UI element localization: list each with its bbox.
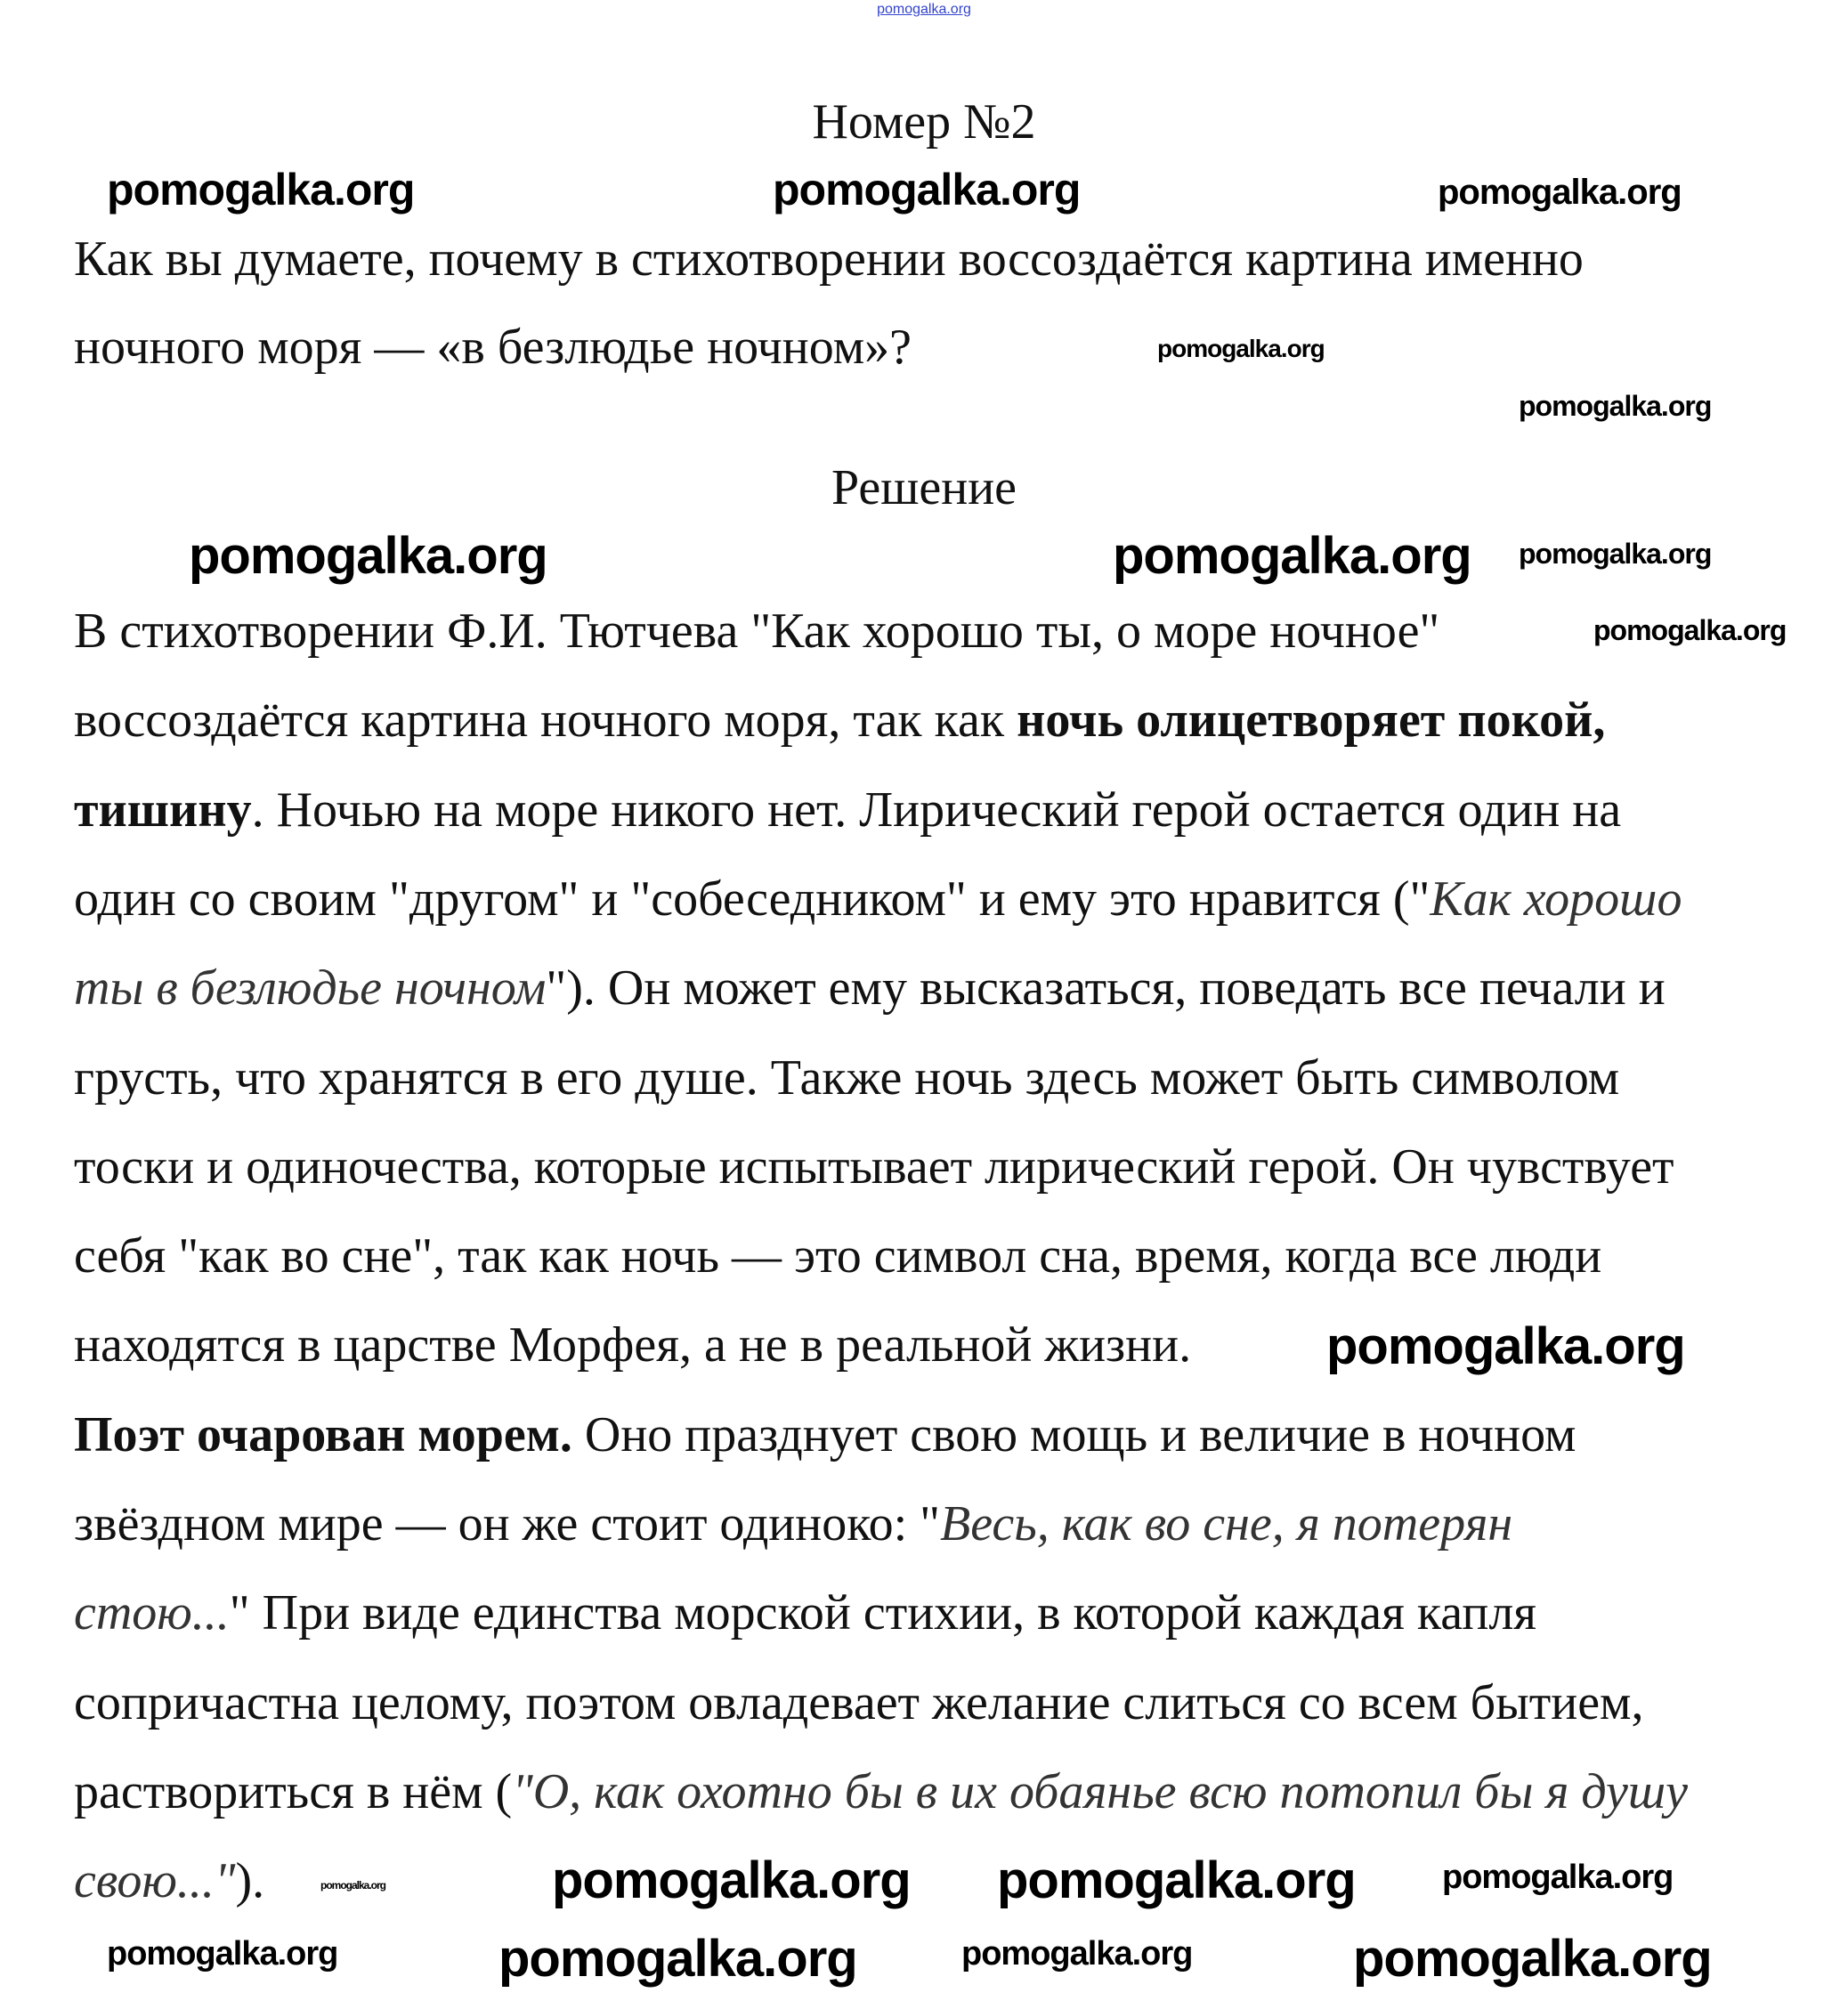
watermark: pomogalka.org <box>1113 527 1471 585</box>
body-line <box>74 1225 1601 1287</box>
text-segment: Оно празднует свою мощь и величие в ночном <box>571 1406 1576 1462</box>
watermark: pomogalka.org <box>1593 614 1787 646</box>
body-line <box>74 779 1621 841</box>
italic-quote: Как хорошо <box>1430 871 1682 927</box>
question-line: ночного моря — «в безлюдье ночном»? <box>74 320 912 375</box>
watermark: pomogalka.org <box>1442 1859 1674 1896</box>
body-line <box>74 1047 1619 1109</box>
text-segment: "). Он может ему высказаться, поведать все печали и <box>546 960 1666 1017</box>
text-segment: сопричастна целому, поэтом овладевает желание слиться со всем бытием, <box>74 1674 1644 1730</box>
watermark: pomogalka.org <box>1157 335 1325 362</box>
text-segment: себя "как во сне", так как ночь — это символ сна, время, когда все люди <box>74 1228 1602 1284</box>
page-title: Номер №2 <box>812 94 1036 150</box>
body-line <box>74 1582 1536 1644</box>
text-segment: грусть, что хранятся в его душе. Также ночь здесь может быть символом <box>74 1049 1620 1106</box>
text-segment: один со своим "другом" и "собеседником" и ему это нравится (" <box>74 871 1431 927</box>
text-segment: ). <box>235 1853 265 1909</box>
text-segment: раствориться в нём ( <box>74 1763 513 1819</box>
body-line <box>74 1493 1512 1555</box>
top-site-link[interactable]: pomogalka.org <box>877 2 971 17</box>
watermark: pomogalka.org <box>552 1851 911 1909</box>
watermark: pomogalka.org <box>997 1851 1356 1909</box>
watermark: pomogalka.org <box>961 1935 1193 1973</box>
watermark: pomogalka.org <box>1519 390 1712 422</box>
text-segment: " При виде единства морской стихии, в которой каждая капля <box>229 1585 1537 1641</box>
text-segment: находятся в царстве Морфея, а не в реальной жизни. <box>74 1317 1192 1373</box>
bold-text: Поэт очарован морем. <box>74 1406 572 1462</box>
watermark: pomogalka.org <box>1353 1930 1712 1988</box>
watermark: pomogalka.org <box>1519 538 1712 570</box>
text-segment: звёздном мире — он же стоит одиноко: " <box>74 1496 941 1551</box>
body-line <box>74 600 1439 662</box>
text-segment: воссоздаётся картина ночного моря, так как <box>74 693 1017 749</box>
watermark: pomogalka.org <box>773 165 1081 215</box>
watermark: pomogalka.org <box>498 1930 857 1988</box>
watermark: pomogalka.org <box>189 527 547 585</box>
text-segment: тоски и одиночества, которые испытывает лирический герой. Он чувствует <box>74 1138 1674 1195</box>
body-line <box>74 1761 1688 1823</box>
body-line <box>74 1850 264 1912</box>
watermark: pomogalka.org <box>1326 1317 1685 1375</box>
body-line <box>74 1314 1191 1376</box>
watermark: pomogalka.org <box>1438 173 1682 212</box>
watermark: pomogalka.org <box>320 1879 386 1892</box>
body-line <box>74 957 1666 1019</box>
body-line <box>74 1672 1643 1734</box>
bold-text: ночь олицетворяет покой, <box>1017 693 1606 749</box>
body-line <box>74 868 1682 930</box>
italic-quote: "О, как охотно бы в их обаянье всю потопил бы я душу <box>512 1763 1688 1819</box>
question-line: Как вы думаете, почему в стихотворении воссоздаётся картина именно <box>74 231 1584 287</box>
solution-heading: Решение <box>831 460 1017 515</box>
italic-quote: стою... <box>74 1585 230 1641</box>
italic-quote: свою..." <box>74 1853 236 1909</box>
text-segment: В стихотворении Ф.И. Тютчева "Как хорошо ты, о море ночное" <box>74 604 1440 659</box>
watermark: pomogalka.org <box>107 165 415 215</box>
body-line <box>74 1136 1674 1198</box>
body-line <box>74 1404 1576 1466</box>
body-line <box>74 689 1605 751</box>
italic-quote: ты в безлюдье ночном <box>74 960 547 1017</box>
text-segment: . Ночью на море никого нет. Лирический герой остается один на <box>251 782 1622 838</box>
bold-text: тишину <box>74 782 252 838</box>
italic-quote: Весь, как во сне, я потерян <box>940 1496 1513 1551</box>
watermark: pomogalka.org <box>107 1935 338 1973</box>
